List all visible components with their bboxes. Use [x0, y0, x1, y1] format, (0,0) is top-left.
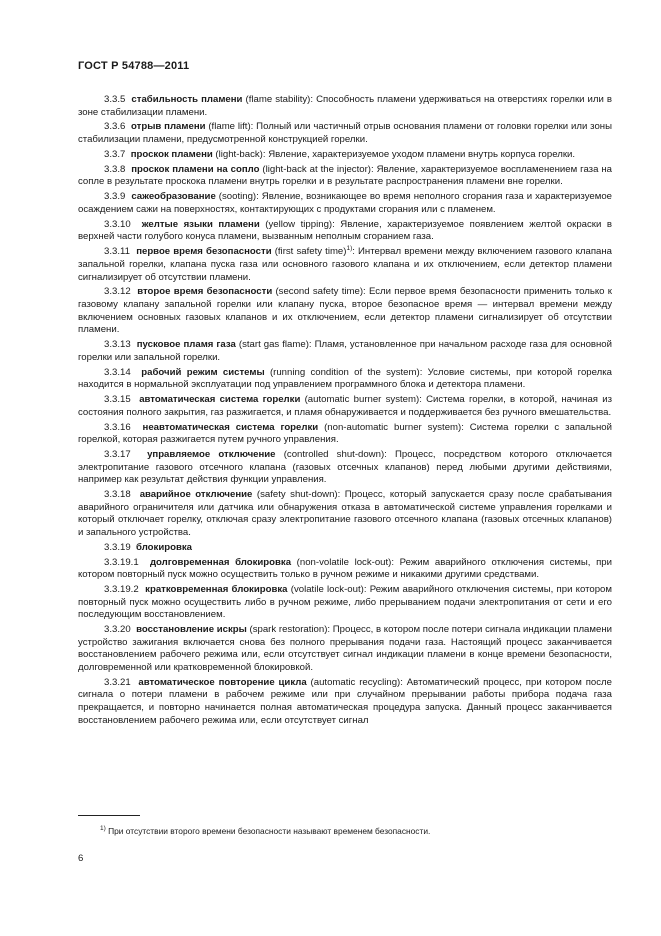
definition-text: (spark restoration): Процесс, в котором после потери сигнала индикации пламени устройство зажигания включается снова без полного прерывания подачи газа. Настоящий процесс заканчивается восстановлением рабочего режима или, если отсутствует сигнал индикации пламени в конце времени безопасности, долговременной или кратковременной блокировкой.: [78, 624, 612, 673]
clause-number: 3.3.15: [104, 394, 131, 406]
term: сажеобразование: [131, 191, 216, 203]
definition-3-3-19-2: [78, 584, 612, 622]
footnote-reference: 1): [346, 245, 353, 253]
clause-number: 3.3.9: [104, 191, 126, 203]
term: неавтоматическая система горелки: [142, 421, 319, 433]
definition-text: (non-automatic burner system): Система горелки с запальной горелкой, которая разжигается путем ручного управления.: [78, 421, 612, 446]
definition-text: (light-back): Явление, характеризуемое уходом пламени внутрь корпуса горелки.: [212, 148, 576, 160]
term: отрыв пламени: [131, 121, 206, 133]
term: автоматическое повторение цикла: [138, 676, 307, 688]
term: первое время безопасности: [136, 246, 272, 258]
clause-number: 3.3.6: [104, 121, 126, 133]
definition-text: (volatile lock-out): Режим аварийного отключения системы, при котором повторный пуск можно осуществить либо в ручном режиме, либо прерыванием подачи электропитания от сети и его последующим восстановлением.: [78, 584, 612, 621]
definition-3-3-7: [78, 149, 612, 162]
footnote-divider: [78, 815, 140, 816]
definition-3-3-14: [78, 367, 612, 392]
term: кратковременная блокировка: [145, 584, 288, 596]
term: блокировка: [136, 541, 193, 553]
definition-text: : Интервал времени между включением газового клапана запальной горелки, клапана пуска газа или основного газового клапана и их отключением, если детектор пламени сигнализирует об отсутствии пламени.: [78, 246, 612, 283]
term: аварийное отключение: [139, 489, 253, 501]
definition-text: (controlled shut-down): Процесс, посредством которого отключается электропитание газового отсечного клапана (газовых отсечных клапанов) перед любыми другими действиями, например как результат действия функции управления.: [78, 449, 612, 486]
term: восстановление искры: [136, 624, 247, 636]
definition-3-3-16: [78, 422, 612, 447]
clause-number: 3.3.5: [104, 94, 126, 105]
definition-3-3-9: [78, 191, 612, 216]
definition-text: (start gas flame): Пламя, установленное при начальном расходе газа для основной горелки или запальной горелки.: [78, 339, 613, 363]
definition-text: (sooting): Явление, возникающее во время неполного сгорания газа и характеризуемое осаждением сажи на поверхностях, контактирующих с продуктами сгорания или с пламенем.: [78, 191, 612, 215]
clause-number: 3.3.19: [104, 541, 131, 553]
clause-number: 3.3.12: [104, 286, 131, 298]
clause-number: 3.3.13: [104, 339, 131, 351]
clause-number: 3.3.10: [104, 218, 131, 230]
definition-text: (second safety time): Если первое время безопасности применить только к газовому клапану запальной горелки или клапану пуска, второе безопасное время — интервал времени между включением основных газовых клапанов и их отключением, если детектор пламени сигнализирует об отсутствии пламени.: [78, 286, 612, 336]
definition-3-3-5: [78, 94, 612, 119]
definition-3-3-13: [78, 339, 612, 364]
definition-text: (light-back at the injector): Явление, характеризуемое воспламенением газа на сопле в результате проскока пламени внутрь горелки и в результате распространения пламени вне горелки.: [78, 163, 612, 188]
definition-3-3-10: [78, 219, 612, 244]
definition-3-3-15: [78, 394, 612, 419]
definition-text: (running condition of the system): Условие системы, при которой горелка находится в нормальной эксплуатации под управлением программного блока и детектора пламени.: [78, 366, 612, 391]
clause-number: 3.3.11: [104, 246, 130, 258]
term: пусковое пламя газа: [136, 339, 236, 351]
term: желтые языки пламени: [141, 218, 260, 230]
definition-text: (non-volatile lock-out): Режим аварийного отключения системы, при котором повторный пуск можно осуществить только в ручном режиме и никакими другими средствами.: [78, 556, 612, 581]
definition-text: (flame stability): Способность пламени удерживаться на отверстиях горелки или в зоне стабилизации пламени.: [78, 94, 612, 118]
clause-number: 3.3.18: [104, 489, 131, 501]
clause-number: 3.3.16: [104, 421, 131, 433]
document-header: ГОСТ Р 54788—2011: [78, 60, 190, 72]
definition-text: (automatic recycling): Автоматический процесс, при котором после сигнала о потери пламени в рабочем режиме или при случайном прерывании работы прибора подача газа прекращается, и повторно начинается полная автоматическая процедура запуска. Данный процесс заканчивается восстановлением рабочего режима или, если отсутствует сигнал: [78, 676, 612, 726]
page-number: 6: [78, 853, 84, 864]
clause-number: 3.3.19.2: [104, 584, 139, 596]
definition-3-3-19-1: [78, 557, 612, 582]
clause-number: 3.3.19.1: [104, 556, 139, 568]
definition-3-3-8: [78, 164, 612, 189]
definition-3-3-11: [78, 246, 612, 284]
definition-text: (safety shut-down): Процесс, который запускается сразу после срабатывания аварийного ограничителя или датчика или обнаружения отказа в автоматической системе управления горелками и который отключает горелку, отключая сразу электропитание газового отсечного клапана (газовых отсечных клапанов) и запального устройства.: [78, 489, 612, 538]
clause-number: 3.3.20: [104, 624, 131, 636]
footnote-text: При отсутствии второго времени безопасности называют временем безопасности.: [105, 826, 431, 836]
footnote-mark: 1): [100, 825, 106, 833]
term: проскок пламени на сопло: [131, 163, 260, 175]
definition-3-3-21: [78, 677, 612, 727]
definition-3-3-6: [78, 121, 612, 146]
clause-number: 3.3.7: [104, 148, 126, 160]
clause-number: 3.3.21: [104, 676, 131, 688]
term: управляемое отключение: [147, 449, 276, 460]
definition-english-term: (first safety time): [271, 246, 347, 258]
term: второе время безопасности: [137, 286, 273, 298]
definition-3-3-17: [78, 449, 612, 487]
term: рабочий режим системы: [141, 366, 265, 378]
definition-3-3-18: [78, 489, 612, 539]
definition-text: (flame lift): Полный или частичный отрыв основания пламени от головки горелки или зоны стабилизации пламени, предусмотренной конструкцией горелки.: [78, 121, 612, 146]
document-body: [78, 94, 612, 730]
definition-3-3-20: [78, 624, 612, 674]
term: стабильность пламени: [131, 94, 243, 105]
term: автоматическая система горелки: [139, 394, 301, 406]
clause-number: 3.3.17: [104, 449, 131, 460]
clause-number: 3.3.8: [104, 163, 126, 175]
definition-3-3-12: [78, 286, 612, 336]
clause-number: 3.3.14: [104, 366, 131, 378]
term: долговременная блокировка: [149, 556, 292, 568]
definition-text: (yellow tipping): Явление, характеризуемое появлением желтой окраски в верхней части голубого конуса пламени, вызванным неполным сгоранием газа.: [78, 218, 612, 243]
term: проскок пламени: [130, 148, 213, 160]
footnote: [100, 826, 430, 837]
definition-3-3-19: [78, 542, 612, 555]
definition-text: (automatic burner system): Система горелки, в которой, начиная из состояния полного закрытия, газ разжигается, и пламя обнаруживается и поддерживается без ручного вмешательства.: [78, 394, 612, 418]
